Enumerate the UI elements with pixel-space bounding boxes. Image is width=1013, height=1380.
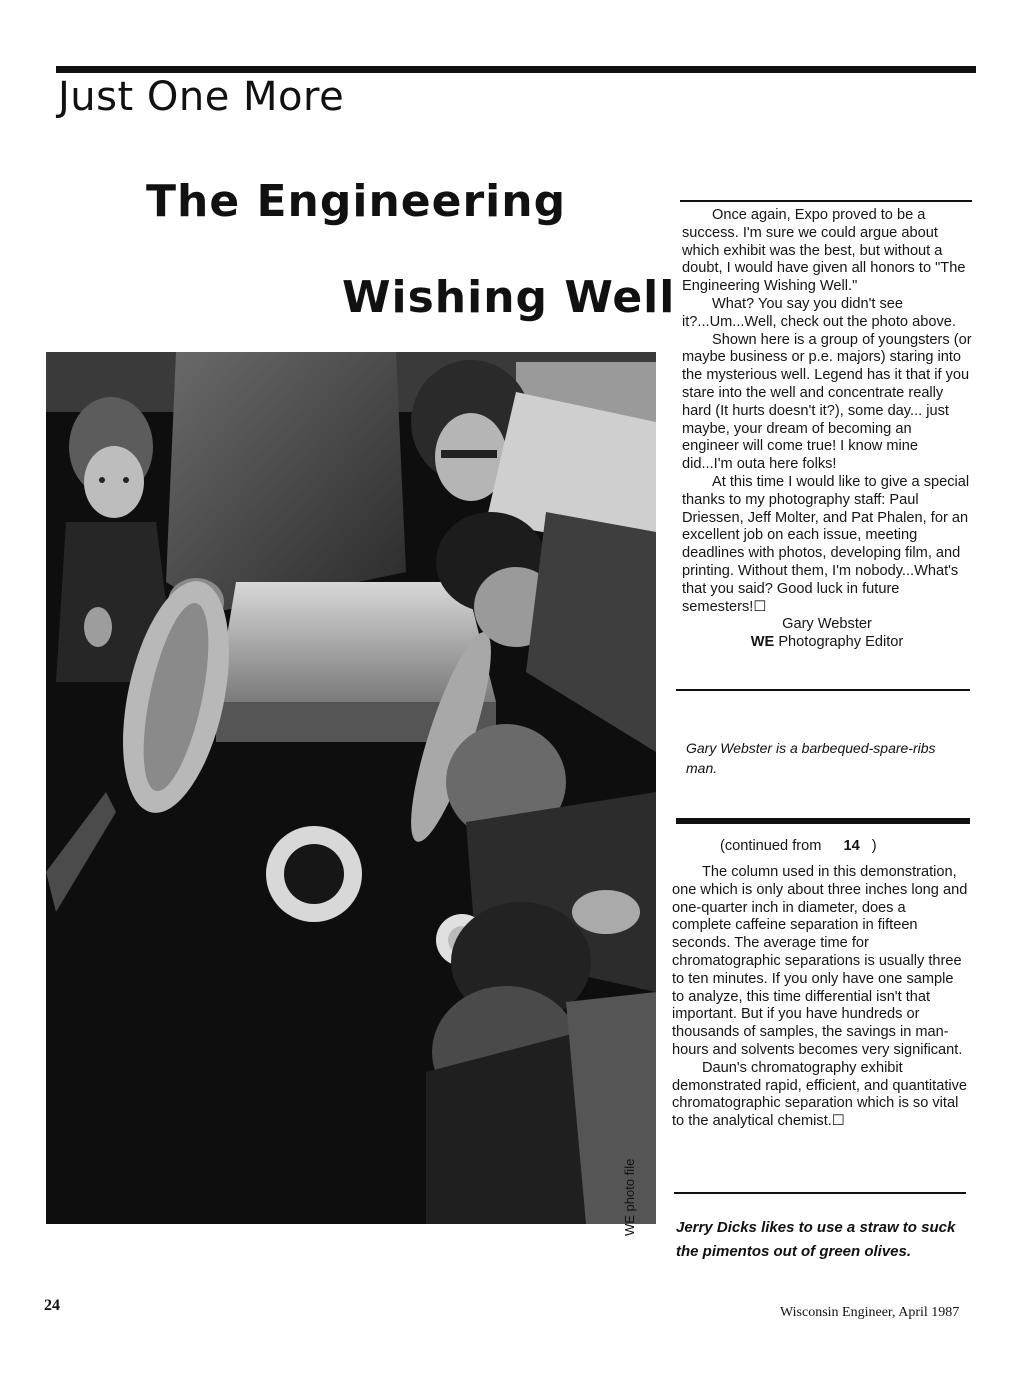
paragraph: The column used in this demonstration, one which is only about three inches long and one-quarter inch in diameter, does a complete caffeine separation in fifteen seconds. The average time for chromatographic separations is usually three to ten minutes. If you only have one sample to analyze, this time differential isn't that important. But if you have hundreds or thousands of samples, the savings in man-hours and solvents becomes very significant. [672, 864, 968, 1058]
article-title-line2: Wishing Well [342, 272, 676, 323]
article-title-line1: The Engineering [146, 176, 567, 227]
issue-line: Wisconsin Engineer, April 1987 [780, 1305, 960, 1320]
top-rule [56, 66, 976, 73]
continued-from-text: (continued from [720, 838, 822, 854]
column-top-rule [680, 200, 972, 202]
continued-bottom-rule [674, 1192, 966, 1194]
signature-publication: WE [750, 634, 775, 651]
continued-label [720, 838, 970, 856]
second-author-bio: Jerry Dicks likes to use a straw to suck the pimentos out of green olives. [676, 1219, 956, 1260]
editor-note [682, 207, 972, 652]
paragraph: What? You say you didn't see it?...Um...Well, check out the photo above. [682, 295, 956, 330]
signature-name: Gary Webster [782, 616, 872, 633]
paragraph: Shown here is a group of youngsters (or maybe business or p.e. majors) staring into the mysterious well. Legend has it that if you stare into the well and concentrate really hard (It hurts doesn't it?), some day... just maybe, your dream of becoming an engineer will come true! I know mine did...I'm outa here folks! [682, 331, 972, 473]
paragraph: Once again, Expo proved to be a success. I'm sure we could argue about which exhibit was the best, but without a doubt, I would have given all honors to "The Engineering Wishing Well." [682, 207, 966, 295]
signature-role: Photography Editor [778, 634, 904, 651]
note-bottom-rule [676, 689, 970, 691]
paragraph: At this time I would like to give a special thanks to my photography staff: Paul Driessen, Jeff Molter, and Pat Phalen, for an excellent job on each issue, meeting deadlines with photos, developing film, and printing. Without them, I'm nobody...What's that you said? Good luck in future semesters!☐ [682, 473, 970, 615]
signature-title [682, 634, 972, 652]
continued-close: ) [871, 838, 877, 854]
paragraph: Daun's chromatography exhibit demonstrated rapid, efficient, and quantitative chromatographic separation which is so vital to the analytical chemist.☐ [672, 1059, 968, 1130]
continued-top-rule [676, 818, 970, 824]
continued-page-number: 14 [843, 838, 860, 854]
author-bio: Gary Webster is a barbequed-spare-ribs man. [686, 740, 936, 776]
wishing-well-photo [46, 352, 656, 1224]
photo-credit: WE photo file [622, 1158, 637, 1236]
photo-illustration [46, 352, 656, 1224]
section-title: Just One More [58, 74, 345, 120]
continued-text [672, 864, 968, 1131]
page-number: 24 [44, 1297, 60, 1314]
